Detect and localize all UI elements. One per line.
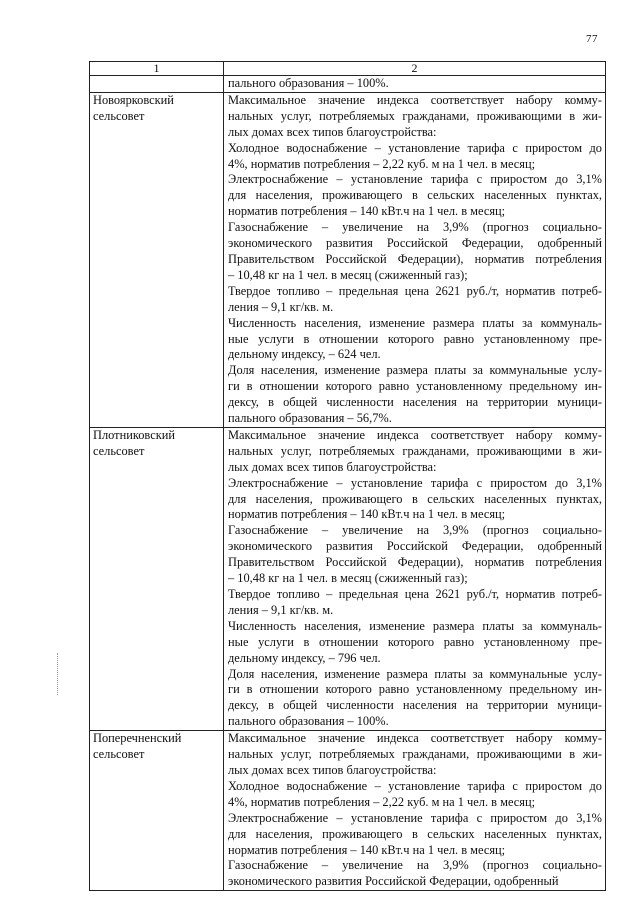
continuation-text-cell [224,76,606,93]
text-line: Газоснабжение – увеличение на 3,9% (прогноз социально- [228,523,602,538]
text-line: Доля населения, изменение размера платы за коммунальные услу- [228,666,602,681]
text-line: нальных услуг, потребляемых гражданами, проживающими в жи- [228,747,602,762]
column-header-2: 2 [224,62,606,76]
text-line: 4%, норматив потребления – 2,22 куб. м на 1 чел. в месяц; [228,794,536,809]
text-line: экономического развития Российской Федерации, одобренный [228,874,559,889]
text-line: 4%, норматив потребления – 2,22 куб. м на 1 чел. в месяц; [228,156,536,171]
text-line: пального образования – 56,7%. [228,411,392,426]
column-header-1: 1 [90,62,224,76]
text-line: нальных услуг, потребляемых гражданами, проживающими в жи- [228,443,602,458]
text-line: нальных услуг, потребляемых гражданами, проживающими в жи- [228,108,602,123]
municipality-name: сельсовет [93,747,145,762]
text-line: – 10,48 кг на 1 чел. в месяц (сжиженный газ); [228,571,468,586]
text-line: Максимальное значение индекса соответствует набору комму- [228,92,602,107]
municipality-name: Плотниковский [93,427,175,442]
text-line: экономического развития Российской Федерации, одобренный [228,539,602,554]
text-line: для населения, проживающего в сельских населенных пунктах, [228,491,602,506]
description-cell [224,731,606,891]
text-line: Доля населения, изменение размера платы за коммунальные услу- [228,363,602,378]
text-line: Электроснабжение – установление тарифа с приростом до 3,1% [228,172,602,187]
text-line: Численность населения, изменение размера платы за коммуналь- [228,618,602,633]
document-table [89,61,606,891]
margin-mark [57,653,59,695]
text-line: лых домах всех типов благоустройства: [228,762,437,777]
text-line: экономического развития Российской Федерации, одобренный [228,236,602,251]
text-line: дексу, в общей численности населения на территории муници- [228,698,602,713]
text-line: Электроснабжение – установление тарифа с приростом до 3,1% [228,810,602,825]
text-line: ные услуги в отношении которого равно установленному пре- [228,331,602,346]
municipality-name: Поперечненский [93,731,182,746]
municipality-row [90,427,606,730]
text-line: – 10,48 кг на 1 чел. в месяц (сжиженный газ); [228,267,468,282]
text-line: для населения, проживающего в сельских населенных пунктах, [228,826,602,841]
text-line: Газоснабжение – увеличение на 3,9% (прогноз социально- [228,220,602,235]
page-number: 77 [586,33,598,45]
text-line: дельному индексу, – 624 чел. [228,347,381,362]
text-line: ные услуги в отношении которого равно установленному пре- [228,634,602,649]
description-cell [224,92,606,427]
municipality-name-cell [90,731,224,891]
text-line: пального образования – 100%. [228,76,389,90]
text-line: ги в отношении которого равно установленному предельному ин- [228,682,602,697]
municipality-name: сельсовет [93,443,145,458]
text-line: Электроснабжение – установление тарифа с приростом до 3,1% [228,475,602,490]
text-line: Твердое топливо – предельная цена 2621 руб./т, норматив потреб- [228,283,602,298]
municipality-row [90,731,606,891]
municipality-name-cell [90,92,224,427]
municipality-name-cell [90,427,224,730]
text-line: Максимальное значение индекса соответствует набору комму- [228,427,602,442]
text-line: лых домах всех типов благоустройства: [228,124,437,139]
continuation-label-cell [90,76,224,93]
municipality-name: Новоярковский [93,92,174,107]
text-line: для населения, проживающего в сельских населенных пунктах, [228,188,602,203]
text-line: пального образования – 100%. [228,714,389,729]
description-cell [224,427,606,730]
text-line: Максимальное значение индекса соответствует набору комму- [228,731,602,746]
text-line: Численность населения, изменение размера платы за коммуналь- [228,315,602,330]
text-line: норматив потребления – 140 кВт.ч на 1 чел. в месяц; [228,507,506,522]
municipality-row [90,92,606,427]
text-line: Холодное водоснабжение – установление тарифа с приростом до [228,140,602,155]
text-line: ления – 9,1 кг/кв. м. [228,602,334,617]
text-line: дельному индексу, – 796 чел. [228,650,381,665]
text-line: норматив потребления – 140 кВт.ч на 1 чел. в месяц; [228,204,506,219]
text-line: ления – 9,1 кг/кв. м. [228,299,334,314]
text-line: Твердое топливо – предельная цена 2621 руб./т, норматив потреб- [228,587,602,601]
text-line: дексу, в общей численности населения на территории муници- [228,395,602,410]
table-header-row [90,62,606,76]
text-line: Правительством Российской Федерации), норматив потребления [228,251,602,266]
text-line: лых домах всех типов благоустройства: [228,459,437,474]
text-line: ги в отношении которого равно установленному предельному ин- [228,379,602,394]
text-line: норматив потребления – 140 кВт.ч на 1 чел. в месяц; [228,842,506,857]
text-line: Правительством Российской Федерации), норматив потребления [228,555,602,570]
text-line: Холодное водоснабжение – установление тарифа с приростом до [228,778,602,793]
continuation-row [90,76,606,93]
text-line: Газоснабжение – увеличение на 3,9% (прогноз социально- [228,858,602,873]
municipality-name: сельсовет [93,108,145,123]
